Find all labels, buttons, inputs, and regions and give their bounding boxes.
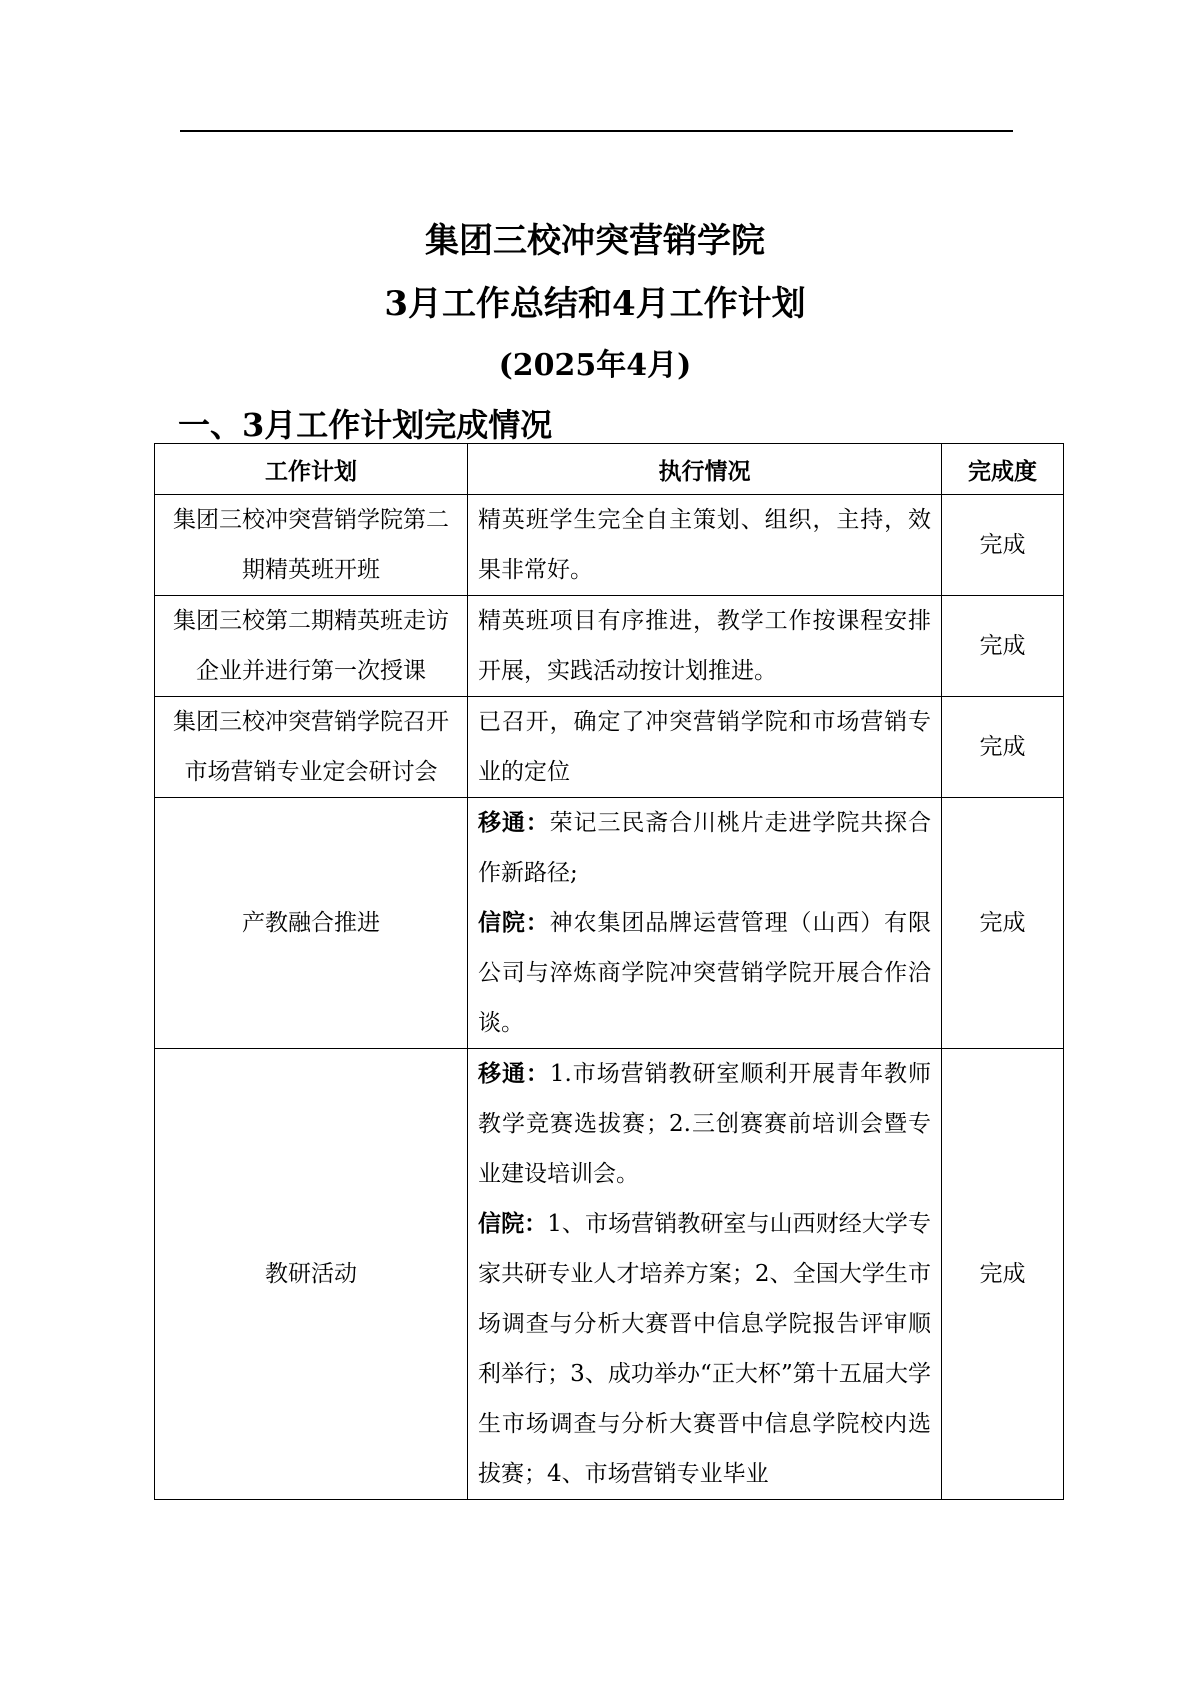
column-header-execution: 执行情况 (468, 444, 942, 495)
status-cell: 完成 (942, 1049, 1064, 1500)
campus-label: 信院： (478, 909, 550, 936)
header-rule (180, 130, 1013, 132)
campus-label: 移通： (478, 1060, 550, 1087)
execution-text: 荣记三民斋合川桃片走进学院共探合作新路径; (478, 810, 932, 886)
status-cell: 完成 (942, 798, 1064, 1049)
plan-cell: 集团三校冲突营销学院第二期精英班开班 (155, 495, 468, 596)
campus-label: 移通： (478, 809, 550, 836)
plan-cell: 集团三校第二期精英班走访企业并进行第一次授课 (155, 596, 468, 697)
campus-label: 信院： (478, 1210, 548, 1237)
table-row (155, 1049, 1064, 1500)
table-header-row (155, 444, 1064, 495)
execution-text: 精英班项目有序推进，教学工作按课程安排开展，实践活动按计划推进。 (478, 608, 931, 684)
execution-cell (468, 596, 942, 697)
status-cell: 完成 (942, 697, 1064, 798)
table-row (155, 798, 1064, 1049)
table-row (155, 596, 1064, 697)
table-row (155, 495, 1064, 596)
execution-text: 已召开，确定了冲突营销学院和市场营销专业的定位 (478, 709, 931, 785)
execution-cell (468, 1049, 942, 1500)
document-date: (2025年4月) (498, 348, 692, 383)
execution-paragraph (478, 1199, 931, 1499)
section-heading: 一、3月工作计划完成情况 (178, 406, 553, 444)
document-title-line1: 集团三校冲突营销学院 (425, 221, 765, 261)
status-cell: 完成 (942, 596, 1064, 697)
column-header-status: 完成度 (942, 444, 1064, 495)
status-cell: 完成 (942, 495, 1064, 596)
execution-paragraph (478, 898, 931, 1048)
execution-text: 1.市场营销教研室顺利开展青年教师教学竞赛选拔赛；2.三创赛赛前培训会暨专业建设培训会。 (478, 1061, 931, 1187)
plan-cell: 集团三校冲突营销学院召开市场营销专业定会研讨会 (155, 697, 468, 798)
table-row (155, 697, 1064, 798)
execution-cell (468, 495, 942, 596)
execution-paragraph (478, 1049, 931, 1199)
plan-cell: 产教融合推进 (155, 798, 468, 1049)
execution-paragraph (478, 798, 931, 898)
document-title-line2: 3月工作总结和4月工作计划 (384, 284, 806, 324)
execution-cell (468, 697, 942, 798)
work-plan-table (154, 443, 1064, 1500)
execution-text: 神农集团品牌运营管理（山西）有限公司与淬炼商学院冲突营销学院开展合作洽谈。 (478, 910, 932, 1036)
execution-text: 精英班学生完全自主策划、组织，主持，效果非常好。 (478, 507, 931, 583)
column-header-plan: 工作计划 (155, 444, 468, 495)
execution-cell (468, 798, 942, 1049)
execution-text: 1、市场营销教研室与山西财经大学专家共研专业人才培养方案；2、全国大学生市场调查与分析大赛晋中信息学院报告评审顺利举行；3、成功举办“正大杯”第十五届大学生市场调查与分析大赛晋中信息学院校内选拔赛；4、市场营销专业毕业 (478, 1211, 931, 1487)
plan-cell: 教研活动 (155, 1049, 468, 1500)
